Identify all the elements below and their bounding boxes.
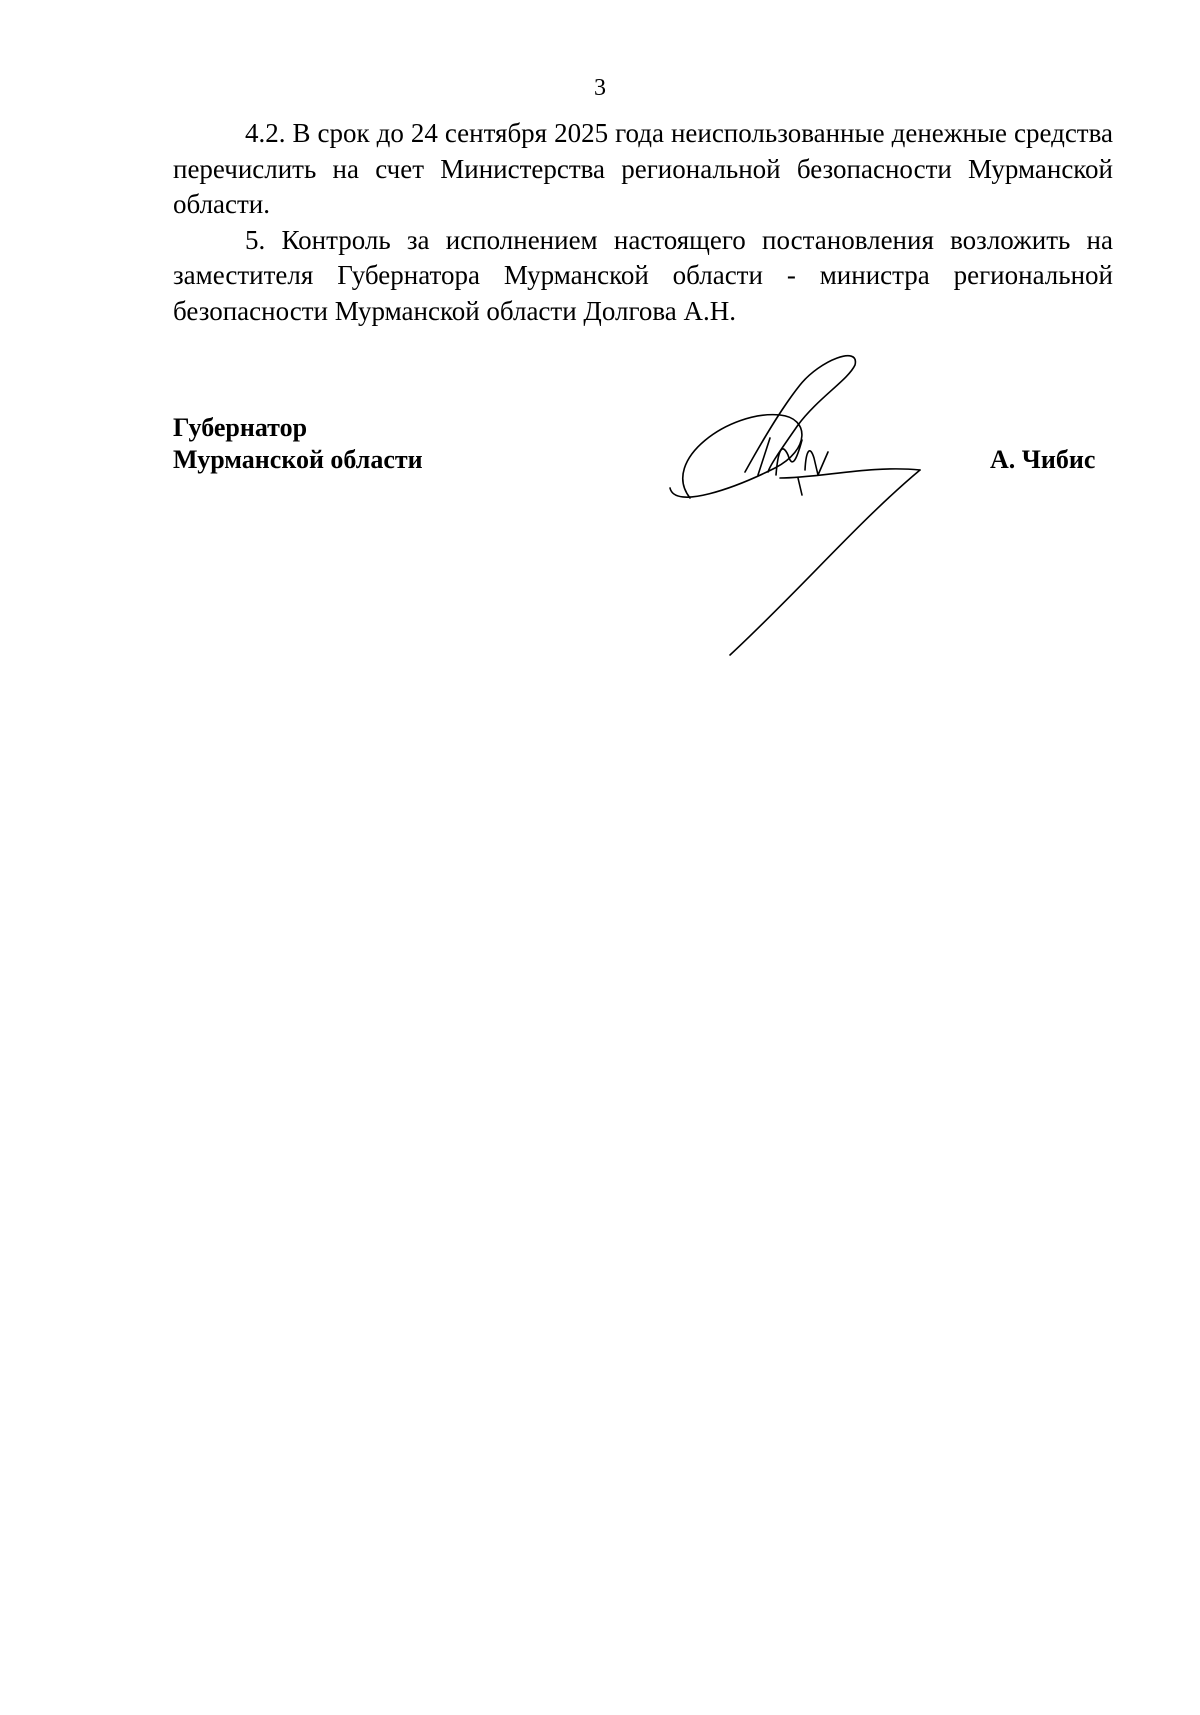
signatory-position-line2: Мурманской области xyxy=(173,445,423,474)
handwritten-signature xyxy=(660,350,960,670)
signatory-position xyxy=(173,412,423,476)
paragraph-5: 5. Контроль за исполнением настоящего постановления возложить на заместителя Губернатора Мурманской области - министра региональной безопасности Мурманской области Долгова А.Н. xyxy=(173,224,1113,326)
page-number: 3 xyxy=(594,75,606,101)
paragraph-4-2: 4.2. В срок до 24 сентября 2025 года неиспользованные денежные средства перечислить на счет Министерства региональной безопасности Мурманской области. xyxy=(173,118,1113,219)
document-body xyxy=(173,116,1113,329)
signatory-name: А. Чибис xyxy=(990,445,1096,474)
signatory-position-line1: Губернатор xyxy=(173,413,308,442)
